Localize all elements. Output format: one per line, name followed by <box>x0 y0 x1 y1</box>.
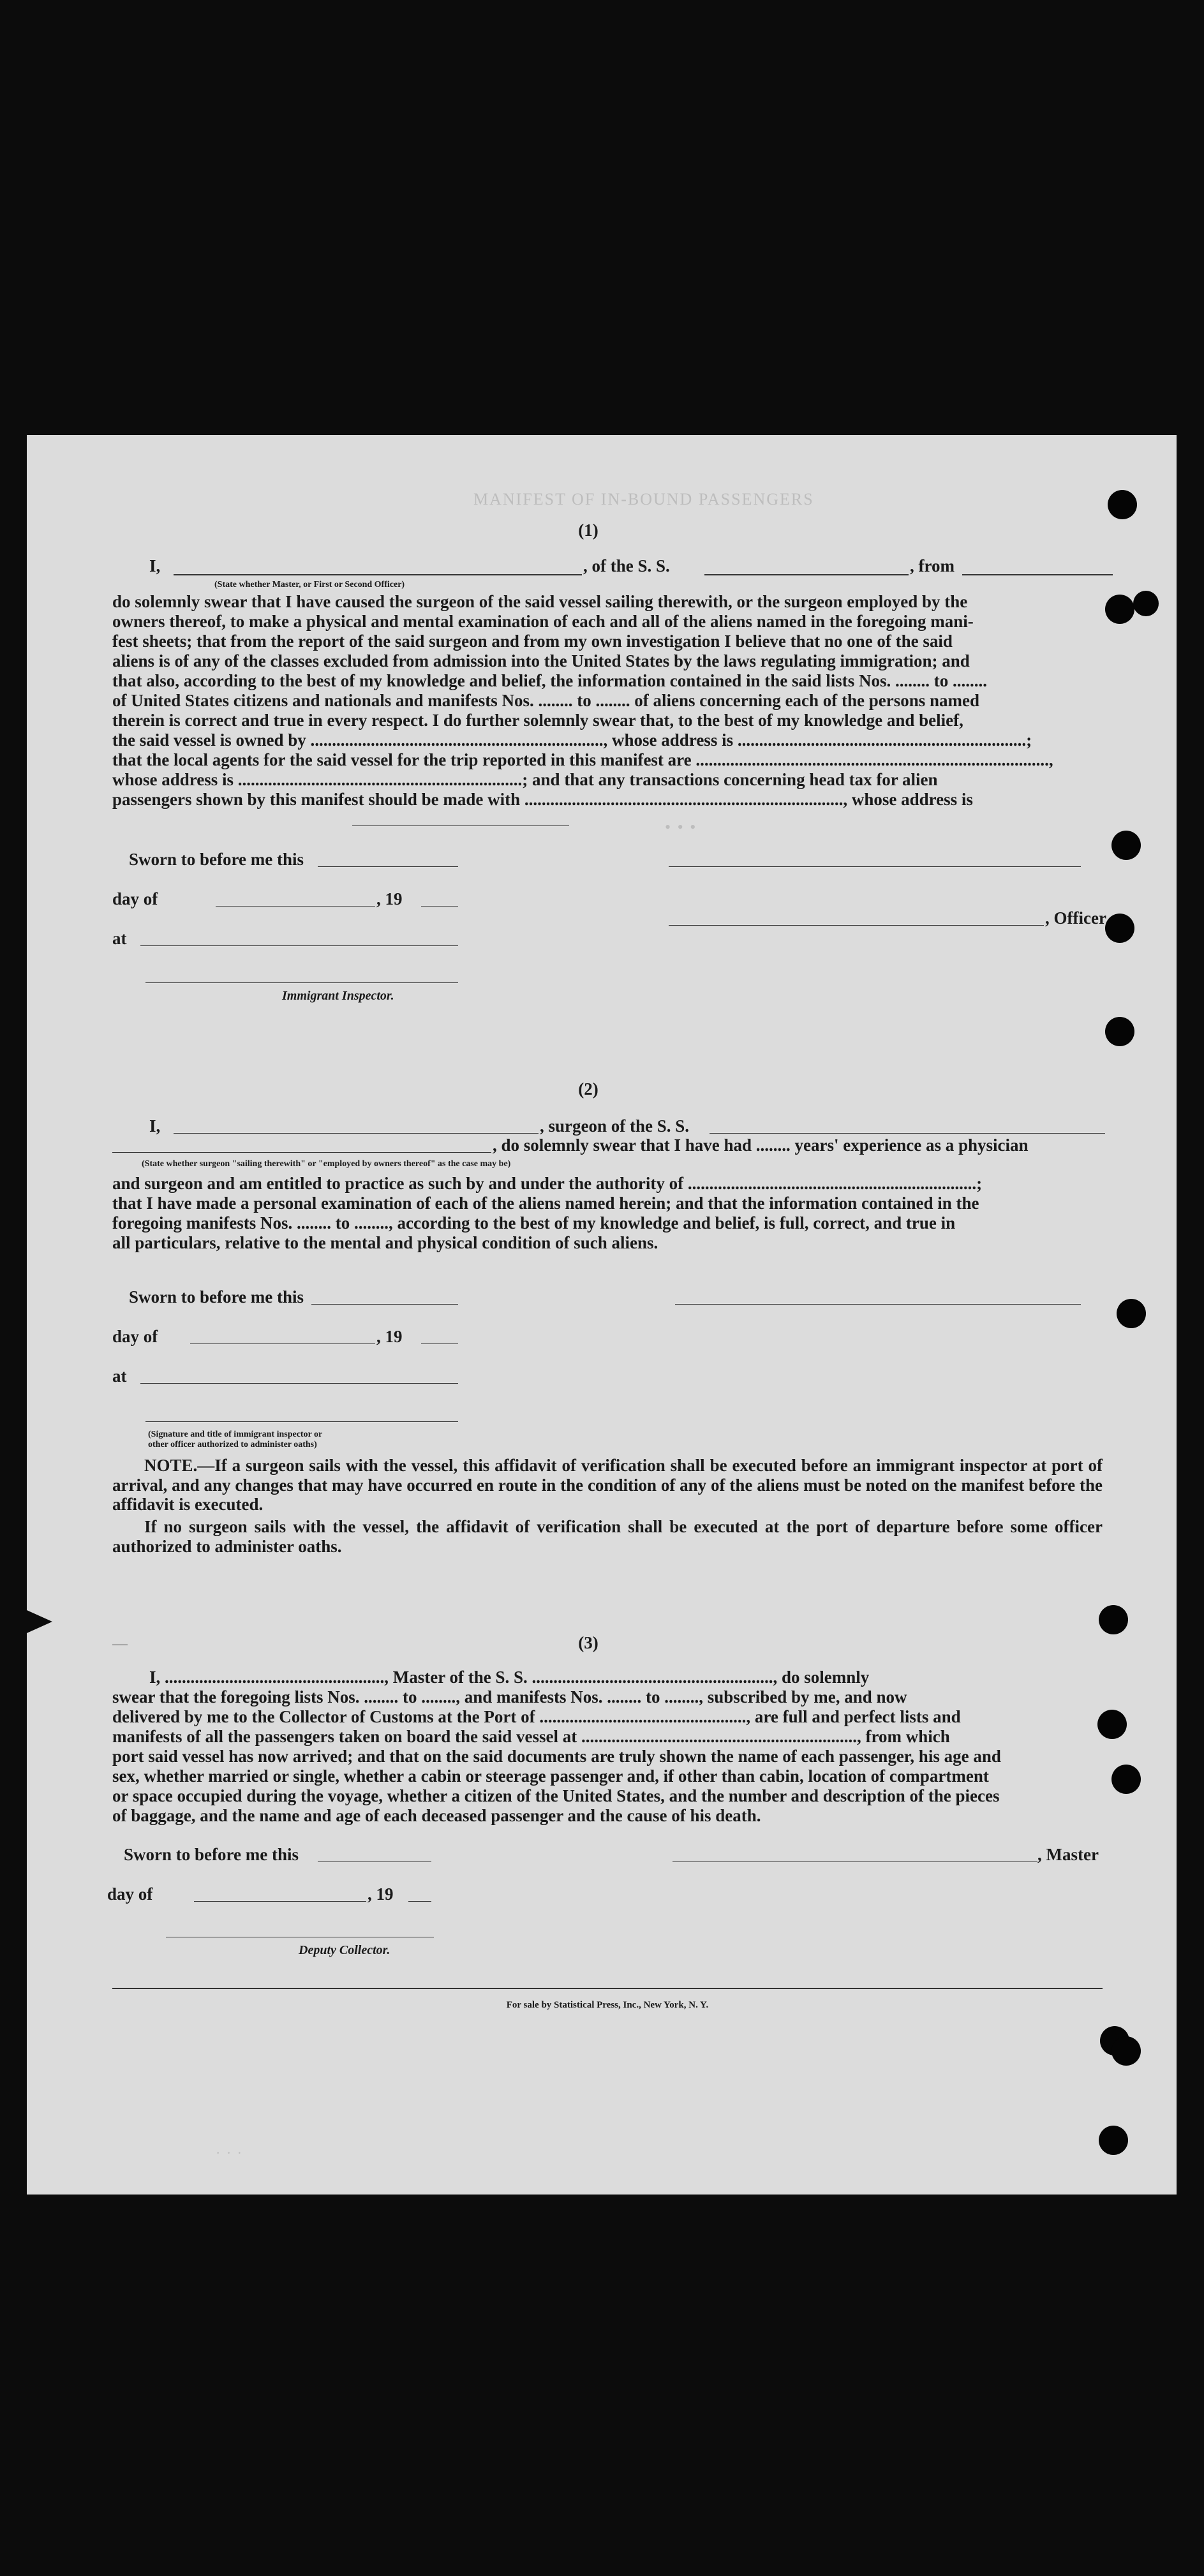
body-line: or space occupied during the voyage, whether a citizen of the United States, and the number and description of the pieces <box>112 1786 1000 1805</box>
note-paragraph-2: If no surgeon sails with the vessel, the affidavit of verification shall be executed at the port of departure before some officer authorized to administer oaths. <box>112 1517 1103 1556</box>
body-line: whose address is ..................................................................; and that any transactions concerning head tax for alien <box>112 770 938 789</box>
surgeon-signature-line <box>675 1304 1081 1305</box>
body-line: port said vessel has now arrived; and that on the said documents are truly shown the name of each passenger, his age and <box>112 1747 1001 1766</box>
year-label: , 19 <box>376 889 403 908</box>
at-label: at <box>112 929 127 948</box>
day-line <box>194 1901 366 1902</box>
bleed-through-text: • • • <box>665 818 697 836</box>
at-label: at <box>112 1366 127 1386</box>
inspector-signature-line <box>145 982 458 983</box>
body-line: of baggage, and the name and age of each deceased passenger and the cause of his death. <box>112 1806 761 1825</box>
punch-hole <box>1097 1710 1127 1739</box>
note-label: NOTE. <box>144 1456 198 1475</box>
edge-tear <box>27 1610 52 1633</box>
section-3-number: (3) <box>578 1633 598 1652</box>
port-from-line <box>962 574 1113 575</box>
punch-hole <box>1111 831 1141 860</box>
affidavit-page <box>27 435 1177 2195</box>
body-line: manifests of all the passengers taken on board the said vessel at ................................................................, from which <box>112 1727 950 1746</box>
section-1-caption: (State whether Master, or First or Second Officer) <box>214 580 405 589</box>
officer-signature-line <box>669 925 1044 926</box>
body-line: of United States citizens and nationals and manifests Nos. ........ to ........ of aliens concerning each of the persons named <box>112 691 980 710</box>
day-line <box>216 906 375 907</box>
body-line: do solemnly swear that I have caused the surgeon of the said vessel sailing therewith, or the surgeon employed by the <box>112 592 968 611</box>
year-line <box>421 906 458 907</box>
body-line: I, ..................................................., Master of the S. S. ........................................................, do solemnly <box>149 1668 870 1687</box>
surgeon-status-line <box>112 1152 491 1153</box>
inspector-signature-line <box>145 1421 458 1422</box>
body-line: aliens is of any of the classes excluded from admission into the United States by the laws regulating immigration; and <box>112 651 970 670</box>
body-line: that also, according to the best of my knowledge and belief, the information contained in the said lists Nos. ........ to ........ <box>112 671 988 690</box>
note-paragraph <box>112 1456 1103 1514</box>
sworn-label: Sworn to before me this <box>124 1845 299 1864</box>
body-line: all particulars, relative to the mental and physical condition of such aliens. <box>112 1233 658 1252</box>
year-line <box>408 1901 431 1902</box>
sworn-date-line <box>318 866 458 867</box>
deputy-collector-label: Deputy Collector. <box>299 1943 390 1957</box>
body-line: owners thereof, to make a physical and mental examination of each and all of the aliens named in the foregoing mani- <box>112 612 974 631</box>
year-label: , 19 <box>368 1884 394 1904</box>
bleed-through-text: · · · <box>216 2145 243 2161</box>
body-line: that I have made a personal examination of each of the aliens named herein; and that the information contained in the <box>112 1194 979 1213</box>
section-2-i: I, <box>149 1116 161 1136</box>
punch-hole <box>1111 1765 1141 1794</box>
body-line: that the local agents for the said vessel for the trip reported in this manifest are .................................................................................., <box>112 750 1053 769</box>
section-2-surgeon-of-ss: , surgeon of the S. S. <box>540 1116 690 1136</box>
body-line: sex, whether married or single, whether a cabin or steerage passenger and, if other than cabin, location of compartment <box>112 1766 989 1786</box>
signer-caption: (Signature and title of immigrant inspector or <box>148 1430 323 1439</box>
at-line <box>140 945 458 946</box>
punch-hole <box>1099 1605 1128 1634</box>
punch-hole <box>1117 1299 1146 1328</box>
punch-hole <box>1105 1017 1134 1046</box>
section-1-from: , from <box>910 556 955 575</box>
year-label: , 19 <box>376 1327 403 1346</box>
at-line <box>140 1383 458 1384</box>
body-line: fest sheets; that from the report of the said surgeon and from my own investigation I believe that no one of the said <box>112 632 953 651</box>
body-line: delivered by me to the Collector of Customs at the Port of ................................................, are full and perfect lists and <box>112 1707 961 1726</box>
punch-hole <box>1105 595 1134 624</box>
separator-line <box>352 825 569 826</box>
surgeon-vessel-line <box>710 1133 1105 1134</box>
section-1-of-ss: , of the S. S. <box>583 556 670 575</box>
sworn-label: Sworn to before me this <box>129 1287 304 1307</box>
body-line: and surgeon and am entitled to practice as such by and under the authority of ...................................................................; <box>112 1174 983 1193</box>
body-line: therein is correct and true in every respect. I do further solemnly swear that, to the best of my knowledge and belief, <box>112 711 963 730</box>
note-text: —If a surgeon sails with the vessel, this affidavit of verification shall be executed before an immigrant inspector at port of arrival, and any changes that may have occurred en route in the condition of any of the aliens must be noted on the manifest before the affidavit is executed. <box>112 1456 1103 1514</box>
punch-hole <box>1111 2036 1141 2066</box>
vessel-name-line <box>704 574 909 575</box>
punch-hole <box>1133 591 1159 616</box>
body-line: passengers shown by this manifest should be made with .........................................................................., whose address is <box>112 790 973 809</box>
surgeon-name-line <box>174 1133 539 1134</box>
day-of-label: day of <box>107 1884 153 1904</box>
punch-hole <box>1099 2126 1128 2155</box>
printer-imprint: For sale by Statistical Press, Inc., New York, N. Y. <box>506 2000 709 2010</box>
body-line: foregoing manifests Nos. ........ to ........, according to the best of my knowledge and belief, is full, correct, and true in <box>112 1213 956 1232</box>
section-2-number: (2) <box>578 1079 598 1099</box>
section-2-caption: (State whether surgeon "sailing therewith" or "employed by owners thereof" as the case may be) <box>142 1159 511 1169</box>
body-line: the said vessel is owned by ...................................................................., whose address is ...................................................................; <box>112 730 1032 750</box>
sworn-label: Sworn to before me this <box>129 850 304 869</box>
immigrant-inspector-label: Immigrant Inspector. <box>282 989 394 1003</box>
section-1-i: I, <box>149 556 161 575</box>
signer-caption: other officer authorized to administer oaths) <box>148 1440 317 1449</box>
sworn-line-right <box>669 866 1081 867</box>
section-2-line2: , do solemnly swear that I have had ........ years' experience as a physician <box>493 1136 1029 1155</box>
master-label: , Master <box>1037 1845 1099 1864</box>
officer-label: , Officer <box>1045 908 1106 928</box>
body-line: swear that the foregoing lists Nos. ........ to ........, and manifests Nos. ........ to ........, subscribed by me, and now <box>112 1687 907 1706</box>
footer-rule <box>112 1988 1103 1989</box>
day-of-label: day of <box>112 889 158 908</box>
day-of-label: day of <box>112 1327 158 1346</box>
punch-hole <box>1108 490 1137 519</box>
bleed-through-text: MANIFEST OF IN-BOUND PASSENGERS <box>473 490 814 508</box>
section-1-number: (1) <box>578 521 598 540</box>
punch-hole <box>1105 914 1134 943</box>
sworn-date-line <box>311 1304 458 1305</box>
